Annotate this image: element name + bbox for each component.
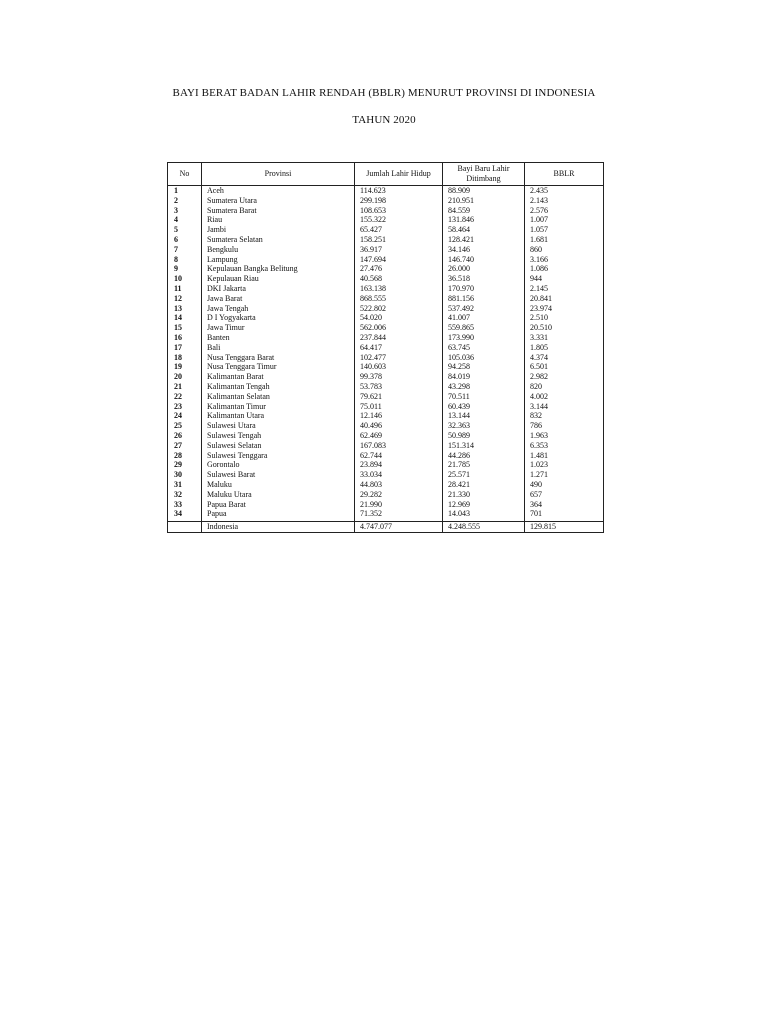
- table-row: [168, 490, 604, 500]
- cell-provinsi: Kalimantan Utara: [202, 411, 355, 421]
- cell-lahir-hidup: 167.083: [355, 441, 443, 451]
- cell-ditimbang: 50.989: [443, 431, 525, 441]
- cell-provinsi: Jawa Barat: [202, 294, 355, 304]
- cell-ditimbang: 44.286: [443, 451, 525, 461]
- header-provinsi: Provinsi: [202, 163, 355, 186]
- table-row: [168, 500, 604, 510]
- cell-provinsi: Sulawesi Tenggara: [202, 451, 355, 461]
- cell-provinsi: Bali: [202, 343, 355, 353]
- cell-lahir-hidup: 54.020: [355, 313, 443, 323]
- table-row: [168, 362, 604, 372]
- cell-lahir-hidup: 237.844: [355, 333, 443, 343]
- total-no: [168, 522, 202, 533]
- cell-lahir-hidup: 140.603: [355, 362, 443, 372]
- cell-no: 34: [168, 509, 202, 521]
- cell-no: 31: [168, 480, 202, 490]
- cell-provinsi: Kepulauan Riau: [202, 274, 355, 284]
- cell-provinsi: Kalimantan Barat: [202, 372, 355, 382]
- table-row: [168, 480, 604, 490]
- table-footer: [168, 522, 604, 533]
- cell-no: 2: [168, 196, 202, 206]
- cell-bblr: 23.974: [525, 304, 604, 314]
- cell-bblr: 20.841: [525, 294, 604, 304]
- cell-bblr: 3.144: [525, 402, 604, 412]
- cell-lahir-hidup: 163.138: [355, 284, 443, 294]
- cell-ditimbang: 12.969: [443, 500, 525, 510]
- cell-bblr: 786: [525, 421, 604, 431]
- cell-lahir-hidup: 53.783: [355, 382, 443, 392]
- cell-ditimbang: 25.571: [443, 470, 525, 480]
- cell-no: 22: [168, 392, 202, 402]
- cell-bblr: 1.805: [525, 343, 604, 353]
- cell-no: 10: [168, 274, 202, 284]
- cell-ditimbang: 151.314: [443, 441, 525, 451]
- table-row: [168, 215, 604, 225]
- cell-provinsi: Papua: [202, 509, 355, 521]
- cell-provinsi: Jambi: [202, 225, 355, 235]
- cell-provinsi: Nusa Tenggara Barat: [202, 353, 355, 363]
- cell-ditimbang: 170.970: [443, 284, 525, 294]
- cell-lahir-hidup: 155.322: [355, 215, 443, 225]
- cell-lahir-hidup: 12.146: [355, 411, 443, 421]
- cell-provinsi: Nusa Tenggara Timur: [202, 362, 355, 372]
- table-row: [168, 235, 604, 245]
- cell-bblr: 657: [525, 490, 604, 500]
- cell-bblr: 1.271: [525, 470, 604, 480]
- cell-no: 3: [168, 206, 202, 216]
- cell-no: 24: [168, 411, 202, 421]
- cell-ditimbang: 14.043: [443, 509, 525, 521]
- cell-lahir-hidup: 299.198: [355, 196, 443, 206]
- document-subtitle-year: TAHUN 2020: [352, 114, 416, 126]
- cell-bblr: 1.057: [525, 225, 604, 235]
- cell-bblr: 1.086: [525, 264, 604, 274]
- cell-lahir-hidup: 114.623: [355, 186, 443, 196]
- cell-no: 23: [168, 402, 202, 412]
- cell-no: 19: [168, 362, 202, 372]
- cell-lahir-hidup: 102.477: [355, 353, 443, 363]
- cell-provinsi: Lampung: [202, 255, 355, 265]
- cell-no: 29: [168, 460, 202, 470]
- cell-lahir-hidup: 562.006: [355, 323, 443, 333]
- cell-provinsi: Banten: [202, 333, 355, 343]
- table-row: [168, 333, 604, 343]
- cell-no: 33: [168, 500, 202, 510]
- cell-lahir-hidup: 868.555: [355, 294, 443, 304]
- cell-ditimbang: 210.951: [443, 196, 525, 206]
- cell-bblr: 820: [525, 382, 604, 392]
- cell-lahir-hidup: 99.378: [355, 372, 443, 382]
- cell-bblr: 701: [525, 509, 604, 521]
- cell-ditimbang: 88.909: [443, 186, 525, 196]
- cell-provinsi: Maluku: [202, 480, 355, 490]
- cell-bblr: 3.166: [525, 255, 604, 265]
- cell-no: 17: [168, 343, 202, 353]
- cell-no: 14: [168, 313, 202, 323]
- cell-lahir-hidup: 23.894: [355, 460, 443, 470]
- cell-provinsi: Aceh: [202, 186, 355, 196]
- cell-no: 30: [168, 470, 202, 480]
- cell-bblr: 1.681: [525, 235, 604, 245]
- cell-provinsi: Maluku Utara: [202, 490, 355, 500]
- cell-ditimbang: 881.156: [443, 294, 525, 304]
- cell-lahir-hidup: 40.496: [355, 421, 443, 431]
- cell-ditimbang: 173.990: [443, 333, 525, 343]
- cell-ditimbang: 21.330: [443, 490, 525, 500]
- cell-provinsi: Kepulauan Bangka Belitung: [202, 264, 355, 274]
- cell-lahir-hidup: 64.417: [355, 343, 443, 353]
- cell-no: 21: [168, 382, 202, 392]
- cell-lahir-hidup: 44.803: [355, 480, 443, 490]
- cell-provinsi: Sumatera Selatan: [202, 235, 355, 245]
- cell-lahir-hidup: 65.427: [355, 225, 443, 235]
- table-row: [168, 313, 604, 323]
- cell-bblr: 4.002: [525, 392, 604, 402]
- cell-no: 13: [168, 304, 202, 314]
- cell-provinsi: Sulawesi Selatan: [202, 441, 355, 451]
- cell-no: 16: [168, 333, 202, 343]
- cell-ditimbang: 537.492: [443, 304, 525, 314]
- cell-no: 8: [168, 255, 202, 265]
- table-row: [168, 411, 604, 421]
- cell-ditimbang: 84.559: [443, 206, 525, 216]
- table-body: [168, 186, 604, 522]
- cell-bblr: 2.576: [525, 206, 604, 216]
- cell-bblr: 2.143: [525, 196, 604, 206]
- cell-bblr: 490: [525, 480, 604, 490]
- table-row: [168, 392, 604, 402]
- table-row: [168, 264, 604, 274]
- cell-no: 7: [168, 245, 202, 255]
- cell-provinsi: Papua Barat: [202, 500, 355, 510]
- table-row: [168, 255, 604, 265]
- cell-ditimbang: 58.464: [443, 225, 525, 235]
- cell-lahir-hidup: 27.476: [355, 264, 443, 274]
- cell-provinsi: Riau: [202, 215, 355, 225]
- cell-provinsi: Sumatera Utara: [202, 196, 355, 206]
- cell-lahir-hidup: 75.011: [355, 402, 443, 412]
- cell-lahir-hidup: 29.282: [355, 490, 443, 500]
- cell-bblr: 6.501: [525, 362, 604, 372]
- table-row: [168, 186, 604, 196]
- cell-ditimbang: 13.144: [443, 411, 525, 421]
- cell-no: 18: [168, 353, 202, 363]
- cell-bblr: 1.007: [525, 215, 604, 225]
- bblr-table: [167, 162, 604, 533]
- table-row: [168, 421, 604, 431]
- cell-ditimbang: 28.421: [443, 480, 525, 490]
- cell-ditimbang: 70.511: [443, 392, 525, 402]
- cell-provinsi: Kalimantan Tengah: [202, 382, 355, 392]
- total-row: [168, 522, 604, 533]
- table-row: [168, 206, 604, 216]
- cell-lahir-hidup: 21.990: [355, 500, 443, 510]
- cell-no: 9: [168, 264, 202, 274]
- table-row: [168, 323, 604, 333]
- cell-lahir-hidup: 108.653: [355, 206, 443, 216]
- header-lahir-hidup: Jumlah Lahir Hidup: [355, 163, 443, 186]
- table-row: [168, 431, 604, 441]
- cell-lahir-hidup: 147.694: [355, 255, 443, 265]
- cell-bblr: 944: [525, 274, 604, 284]
- cell-no: 6: [168, 235, 202, 245]
- cell-no: 32: [168, 490, 202, 500]
- cell-bblr: 860: [525, 245, 604, 255]
- cell-bblr: 4.374: [525, 353, 604, 363]
- cell-provinsi: Jawa Tengah: [202, 304, 355, 314]
- header-bblr: BBLR: [525, 163, 604, 186]
- cell-provinsi: D I Yogyakarta: [202, 313, 355, 323]
- cell-no: 15: [168, 323, 202, 333]
- table-row: [168, 382, 604, 392]
- total-label: Indonesia: [202, 522, 355, 533]
- cell-ditimbang: 32.363: [443, 421, 525, 431]
- cell-no: 25: [168, 421, 202, 431]
- cell-ditimbang: 146.740: [443, 255, 525, 265]
- table-row: [168, 294, 604, 304]
- header-no: No: [168, 163, 202, 186]
- cell-no: 4: [168, 215, 202, 225]
- table-row: [168, 451, 604, 461]
- cell-bblr: 20.510: [525, 323, 604, 333]
- cell-no: 27: [168, 441, 202, 451]
- cell-bblr: 6.353: [525, 441, 604, 451]
- table-row: [168, 470, 604, 480]
- cell-bblr: 2.982: [525, 372, 604, 382]
- cell-provinsi: Sulawesi Utara: [202, 421, 355, 431]
- cell-provinsi: Sulawesi Barat: [202, 470, 355, 480]
- header-bayi-ditimbang: Bayi Baru Lahir Ditimbang: [443, 163, 525, 186]
- cell-bblr: 832: [525, 411, 604, 421]
- cell-ditimbang: 43.298: [443, 382, 525, 392]
- cell-ditimbang: 21.785: [443, 460, 525, 470]
- cell-ditimbang: 105.036: [443, 353, 525, 363]
- cell-provinsi: Kalimantan Timur: [202, 402, 355, 412]
- cell-bblr: 2.510: [525, 313, 604, 323]
- cell-ditimbang: 63.745: [443, 343, 525, 353]
- cell-ditimbang: 84.019: [443, 372, 525, 382]
- cell-ditimbang: 60.439: [443, 402, 525, 412]
- table-row: [168, 274, 604, 284]
- cell-no: 5: [168, 225, 202, 235]
- cell-ditimbang: 41.007: [443, 313, 525, 323]
- table-row: [168, 402, 604, 412]
- cell-lahir-hidup: 158.251: [355, 235, 443, 245]
- table-row: [168, 441, 604, 451]
- table-row: [168, 343, 604, 353]
- cell-bblr: 364: [525, 500, 604, 510]
- cell-lahir-hidup: 71.352: [355, 509, 443, 521]
- cell-ditimbang: 131.846: [443, 215, 525, 225]
- cell-bblr: 1.963: [525, 431, 604, 441]
- cell-provinsi: DKI Jakarta: [202, 284, 355, 294]
- total-lahir-hidup: 4.747.077: [355, 522, 443, 533]
- cell-lahir-hidup: 62.744: [355, 451, 443, 461]
- table-header: [168, 163, 604, 186]
- cell-no: 11: [168, 284, 202, 294]
- cell-ditimbang: 36.518: [443, 274, 525, 284]
- document-title: BAYI BERAT BADAN LAHIR RENDAH (BBLR) MENURUT PROVINSI DI INDONESIA: [172, 87, 596, 99]
- header-row: [168, 163, 604, 186]
- cell-lahir-hidup: 522.802: [355, 304, 443, 314]
- cell-bblr: 1.481: [525, 451, 604, 461]
- table-row: [168, 225, 604, 235]
- cell-bblr: 2.435: [525, 186, 604, 196]
- table-row: [168, 509, 604, 521]
- table-row: [168, 284, 604, 294]
- cell-no: 20: [168, 372, 202, 382]
- cell-no: 12: [168, 294, 202, 304]
- cell-bblr: 1.023: [525, 460, 604, 470]
- cell-provinsi: Jawa Timur: [202, 323, 355, 333]
- cell-no: 26: [168, 431, 202, 441]
- cell-lahir-hidup: 33.034: [355, 470, 443, 480]
- cell-lahir-hidup: 36.917: [355, 245, 443, 255]
- cell-bblr: 3.331: [525, 333, 604, 343]
- cell-no: 28: [168, 451, 202, 461]
- table-row: [168, 460, 604, 470]
- table-row: [168, 196, 604, 206]
- cell-provinsi: Bengkulu: [202, 245, 355, 255]
- cell-provinsi: Sumatera Barat: [202, 206, 355, 216]
- table-row: [168, 353, 604, 363]
- cell-ditimbang: 26.000: [443, 264, 525, 274]
- cell-ditimbang: 559.865: [443, 323, 525, 333]
- cell-no: 1: [168, 186, 202, 196]
- cell-ditimbang: 34.146: [443, 245, 525, 255]
- cell-ditimbang: 128.421: [443, 235, 525, 245]
- cell-lahir-hidup: 40.568: [355, 274, 443, 284]
- cell-lahir-hidup: 79.621: [355, 392, 443, 402]
- cell-provinsi: Gorontalo: [202, 460, 355, 470]
- table-row: [168, 245, 604, 255]
- cell-bblr: 2.145: [525, 284, 604, 294]
- cell-ditimbang: 94.258: [443, 362, 525, 372]
- total-ditimbang: 4.248.555: [443, 522, 525, 533]
- total-bblr: 129.815: [525, 522, 604, 533]
- cell-provinsi: Sulawesi Tengah: [202, 431, 355, 441]
- cell-provinsi: Kalimantan Selatan: [202, 392, 355, 402]
- table-row: [168, 372, 604, 382]
- cell-lahir-hidup: 62.469: [355, 431, 443, 441]
- table-row: [168, 304, 604, 314]
